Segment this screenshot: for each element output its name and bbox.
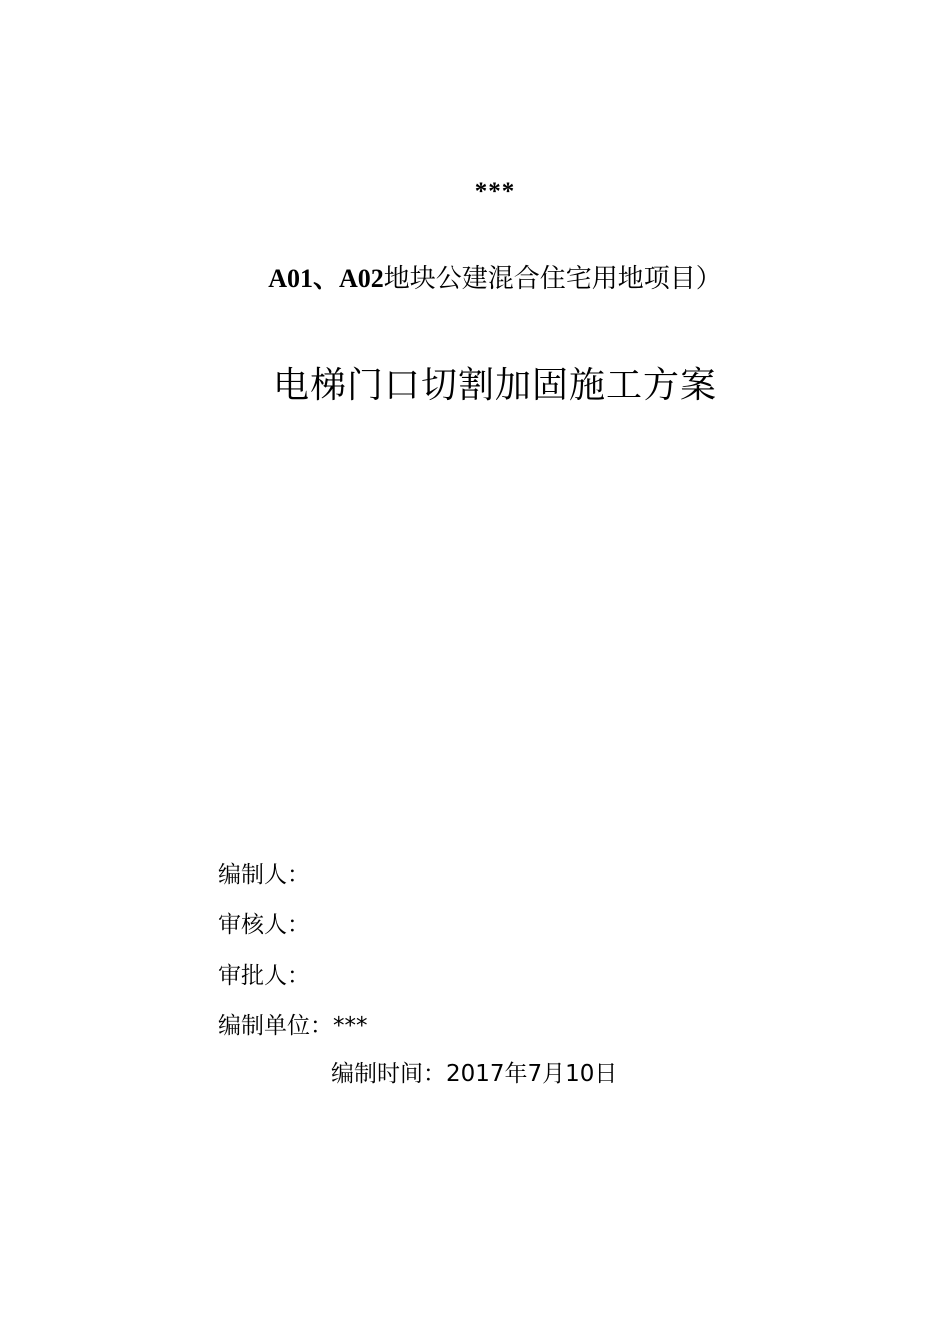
compiler-line xyxy=(218,856,310,889)
compiler-label: 编制人： xyxy=(218,862,310,888)
compile-date-label: 编制时间： xyxy=(331,1061,446,1087)
compiling-unit-value: *** xyxy=(333,1013,368,1039)
compiling-unit-line xyxy=(218,1007,368,1040)
compile-date-value: 2017年7月10日 xyxy=(446,1061,618,1087)
compile-date-line xyxy=(331,1055,617,1088)
compiling-unit-label: 编制单位： xyxy=(218,1013,333,1039)
reviewer-line xyxy=(218,906,310,939)
project-description: 地块公建混合住宅用地项目） xyxy=(383,264,722,294)
project-plot-codes: A01、A02 xyxy=(268,264,384,293)
reviewer-label: 审核人： xyxy=(218,912,310,938)
organization-name: *** xyxy=(474,178,516,205)
approver-line xyxy=(218,957,310,990)
project-name xyxy=(0,258,950,295)
document-title: 电梯门口切割加固施工方案 xyxy=(272,365,717,406)
approver-label: 审批人： xyxy=(218,963,310,989)
